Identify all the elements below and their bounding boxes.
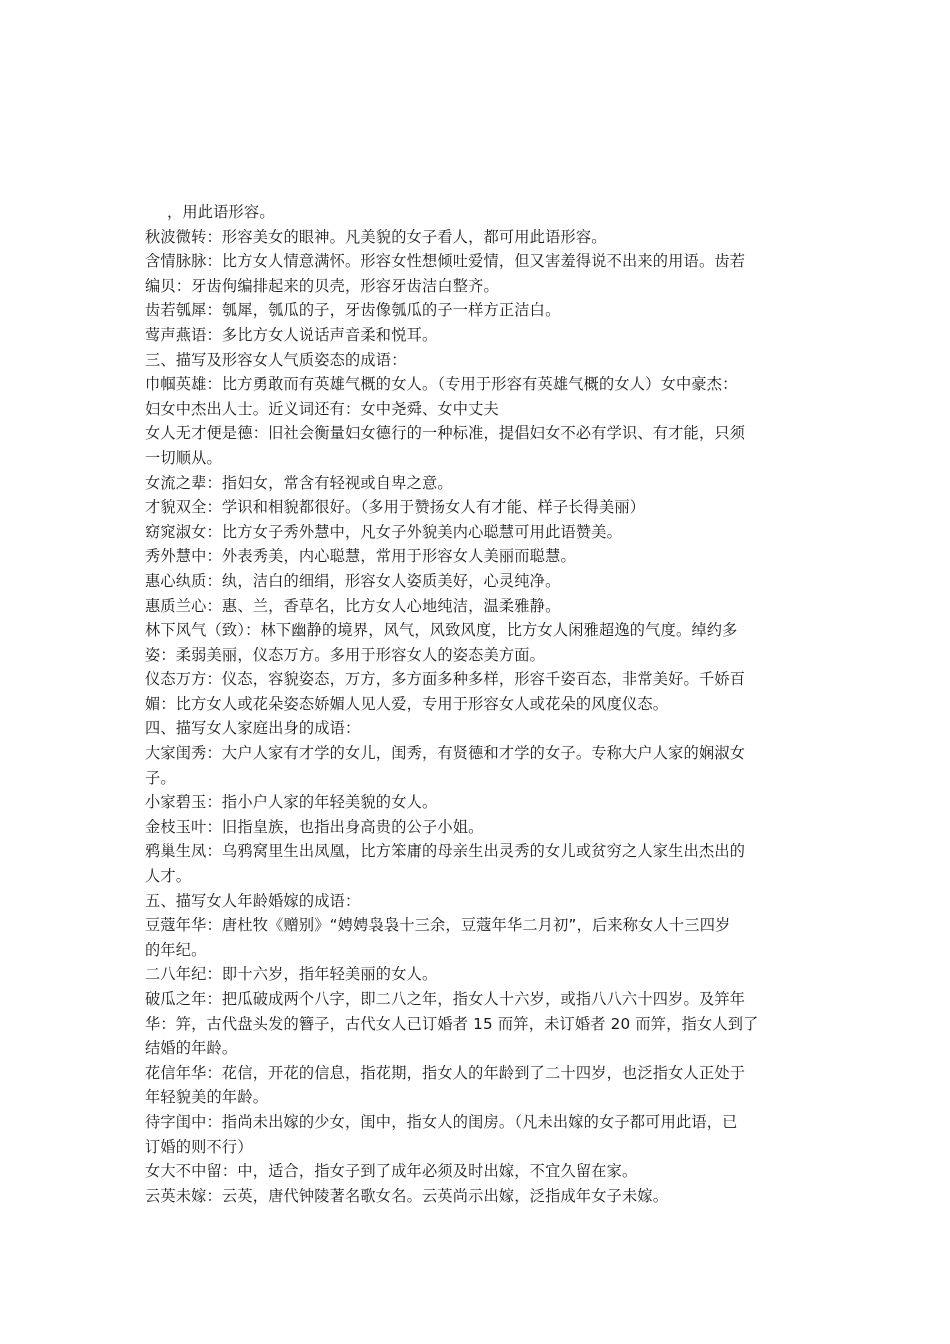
text-line: 林下风气（致）：林下幽静的境界，风气，风致风度，比方女人闲雅超逸的气度。绰约多 [145, 621, 738, 640]
text-line: 女人无才便是德：旧社会衡量妇女德行的一种标准，提倡妇女不必有学识、有才能，只须 [145, 424, 746, 443]
text-line: 花信年华：花信，开花的信息，指花期，指女人的年龄到了二十四岁，也泛指女人正处于 [145, 1063, 746, 1082]
text-line: 华：笄，古代盘头发的簪子，古代女人已订婚者 15 而笄，未订婚者 20 而笄，指女人到了 [145, 1014, 759, 1033]
text-line: 的年纪。 [145, 940, 207, 959]
section-heading: 五、描写女人年龄婚嫁的成语： [145, 891, 361, 910]
text-line: 豆蔻年华：唐杜牧《赠别》“娉娉袅袅十三余，豆蔻年华二月初”，后来称女人十三四岁 [145, 916, 731, 935]
text-line: 才貌双全：学识和相貌都很好。（多用于赞扬女人有才能、样子长得美丽） [145, 498, 646, 517]
text-line: 女流之辈：指妇女，常含有轻视或自卑之意。 [145, 473, 453, 492]
text-line: 破瓜之年：把瓜破成两个八字，即二八之年，指女人十六岁，或指八八六十四岁。及笄年 [145, 990, 746, 1008]
text-line: 大家闺秀：大户人家有才学的女儿，闺秀，有贤德和才学的女子。专称大户人家的娴淑女 [145, 744, 746, 763]
text-line: 齿若瓠犀：瓠犀，瓠瓜的子，牙齿像瓠瓜的子一样方正洁白。 [145, 301, 561, 320]
text-line: 惠心纨质：纨，洁白的细绢，形容女人姿质美好，心灵纯净。 [145, 571, 561, 590]
document-body [145, 200, 813, 1208]
text-line: 媚：比方女人或花朵姿态娇媚人见人爱，专用于形容女人或花朵的风度仪态。 [145, 694, 669, 713]
text-line: 惠质兰心：惠、兰，香草名，比方女人心地纯洁，温柔雅静。 [145, 596, 561, 615]
text-line: 窈窕淑女：比方女子秀外慧中，凡女子外貌美内心聪慧可用此语赞美。 [145, 522, 623, 541]
text-line: 女大不中留：中，适合，指女子到了成年必须及时出嫁，不宜久留在家。 [145, 1162, 638, 1181]
text-line: 姿：柔弱美丽，仪态万方。多用于形容女人的姿态美方面。 [145, 645, 546, 664]
text-line: 人才。 [145, 867, 192, 886]
text-line: 巾帼英雄：比方勇敢而有英雄气概的女人。（专用于形容有英雄气概的女人）女中豪杰： [145, 375, 738, 394]
text-line: 结婚的年龄。 [145, 1039, 238, 1058]
text-line: 待字闺中：指尚未出嫁的少女，闺中，指女人的闺房。（凡未出嫁的女子都可用此语，已 [145, 1112, 738, 1131]
text-line: 金枝玉叶：旧指皇族，也指出身高贵的公子小姐。 [145, 817, 484, 836]
text-line: ，用此语形容。 [167, 203, 275, 221]
text-line: 编贝：牙齿佝编排起来的贝壳，形容牙齿洁白整齐。 [145, 276, 499, 295]
text-line: 秀外慧中：外表秀美，内心聪慧，常用于形容女人美丽而聪慧。 [145, 547, 576, 566]
text-line: 鸦巢生凤：乌鸦窝里生出凤凰，比方笨庸的母亲生出灵秀的女儿或贫穷之人家生出杰出的 [145, 842, 746, 861]
text-line: 小家碧玉：指小户人家的年轻美貌的女人。 [145, 793, 438, 812]
text-line: 年轻貌美的年龄。 [145, 1088, 269, 1107]
text-line: 仪态万方：仪态，容貌姿态，万方，多方面多种多样，形容千姿百态，非常美好。千娇百 [145, 670, 746, 689]
text-line: 含情脉脉：比方女人情意满怀。形容女性想倾吐爱情，但又害羞得说不出来的用语。齿若 [145, 252, 746, 271]
text-line: 二八年纪：即十六岁，指年轻美丽的女人。 [145, 965, 438, 984]
text-line: 云英未嫁：云英，唐代钟陵著名歌女名。云英尚示出嫁，泛指成年女子未嫁。 [145, 1186, 669, 1205]
text-line: 妇女中杰出人士。近义词还有：女中尧舜、女中丈夫 [145, 399, 499, 418]
section-heading: 三、描写及形容女人气质姿态的成语： [145, 350, 407, 369]
text-line: 莺声燕语：多比方女人说话声音柔和悦耳。 [145, 325, 438, 344]
text-line: 子。 [145, 768, 176, 787]
section-heading: 四、描写女人家庭出身的成语： [145, 719, 361, 738]
text-line: 秋波微转：形容美女的眼神。凡美貌的女子看人，都可用此语形容。 [145, 227, 607, 246]
text-line: 一切顺从。 [145, 448, 222, 467]
text-line: 订婚的则不行） [145, 1137, 253, 1156]
